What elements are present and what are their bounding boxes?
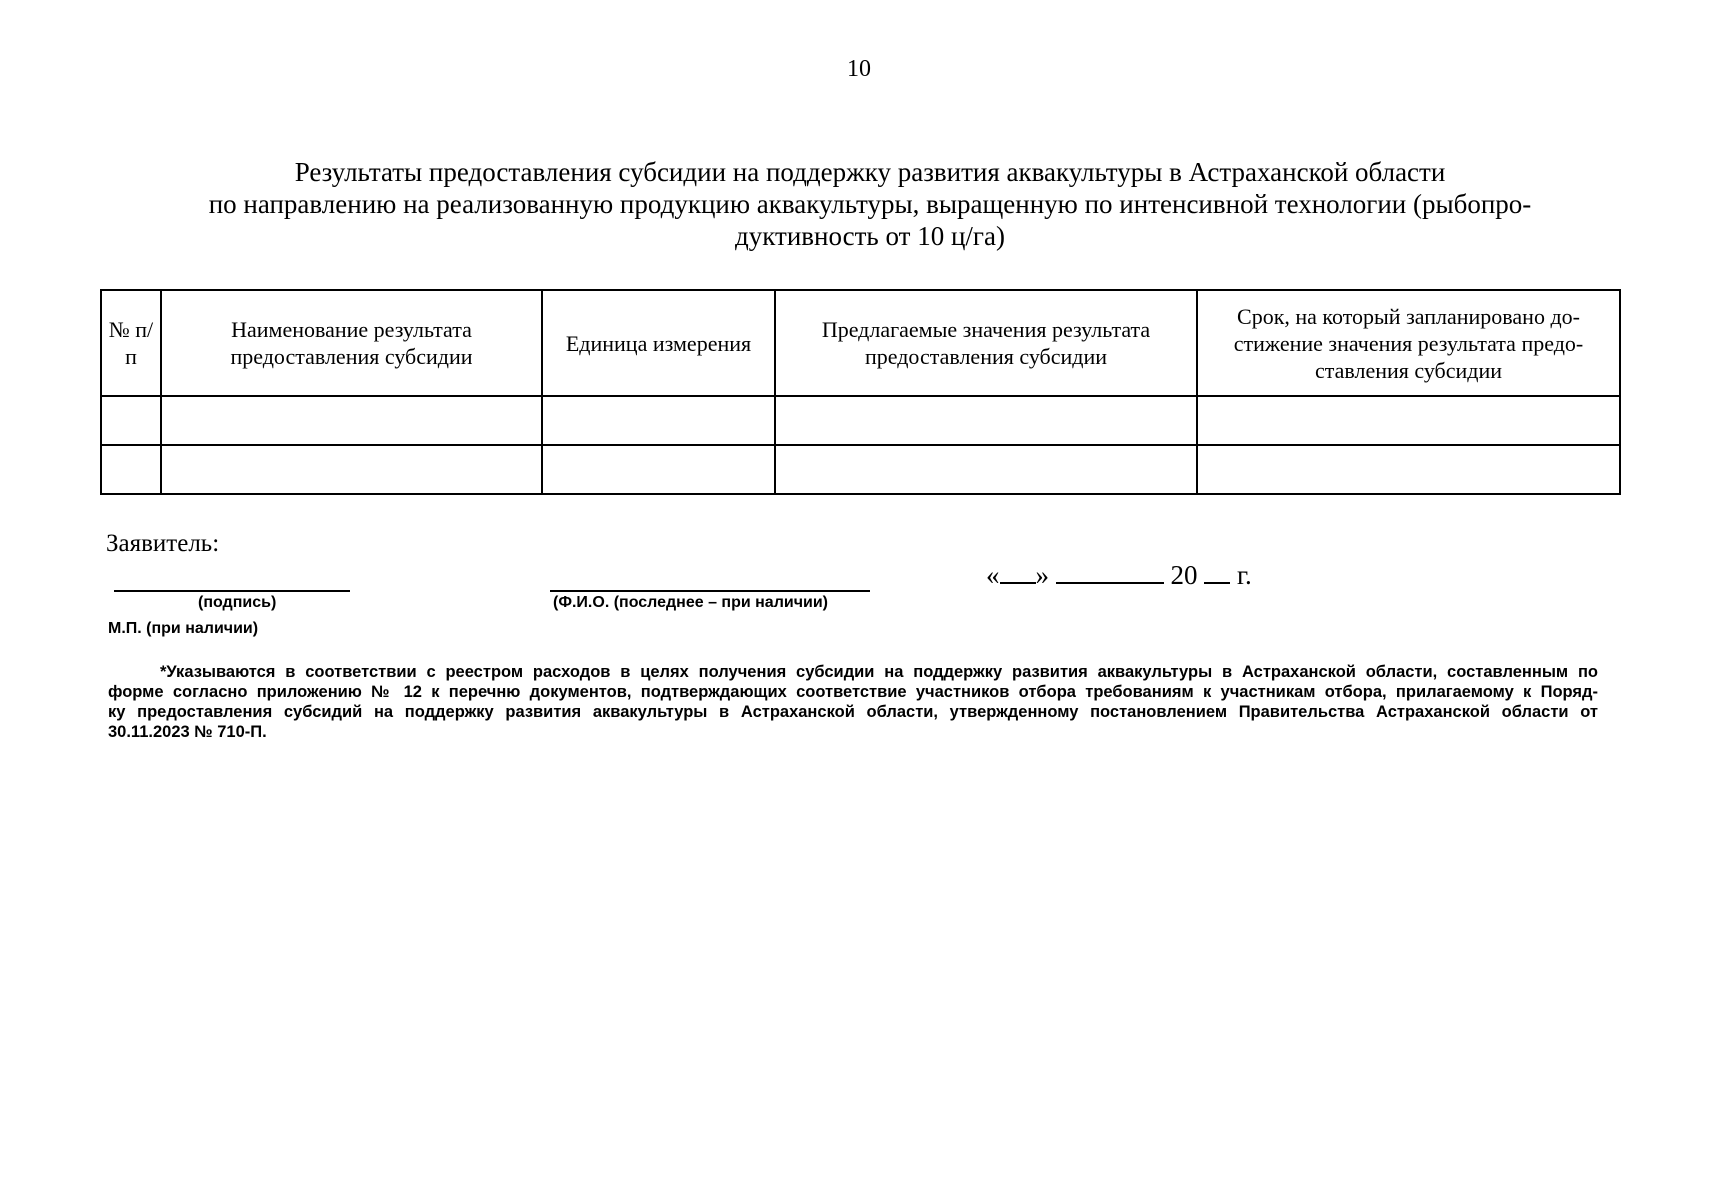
footnote-line-4: 30.11.2023 № 710-П. — [108, 723, 267, 741]
signature-caption: (подпись) — [198, 594, 277, 611]
title-line-1: Результаты предоставления субсидии на поддержку развития аквакультуры в Астраханской области — [294, 157, 1446, 187]
header-number: № п/п — [101, 290, 161, 396]
date-year-blank[interactable] — [1204, 560, 1230, 584]
footnote-line-3: ку предоставления субсидий на поддержку развития аквакультуры в Астраханской области, утвержденному постановлением Правительства Астраханской области от — [108, 703, 1598, 721]
date-open-quote: « — [986, 560, 1000, 590]
header-unit: Единица измерения — [542, 290, 775, 396]
stamp-caption: М.П. (при наличии) — [108, 620, 259, 637]
table-cell[interactable] — [1197, 396, 1620, 445]
table-row — [101, 396, 1620, 445]
title-line-3: дуктивность от 10 ц/га) — [735, 221, 1005, 251]
table-cell[interactable] — [101, 396, 161, 445]
date-field — [986, 560, 1252, 591]
date-year-suffix: г. — [1237, 560, 1252, 590]
header-result-name: Наименование результата предоставления субсидии — [161, 290, 542, 396]
full-name-line[interactable] — [550, 590, 870, 592]
footnote — [108, 662, 1598, 742]
date-close-quote: » — [1035, 560, 1049, 590]
document-title — [170, 156, 1570, 252]
table-cell[interactable] — [161, 445, 542, 494]
date-month-blank[interactable] — [1056, 560, 1164, 584]
date-year-prefix: 20 — [1170, 560, 1198, 590]
title-line-2: по направлению на реализованную продукцию аквакультуры, выращенную по интенсивной технологии (рыбопро- — [208, 189, 1532, 219]
results-table — [100, 289, 1621, 495]
table-cell[interactable] — [161, 396, 542, 445]
table-cell[interactable] — [101, 445, 161, 494]
table-cell[interactable] — [542, 445, 775, 494]
page-number: 10 — [847, 56, 871, 82]
table-cell[interactable] — [1197, 445, 1620, 494]
table-row — [101, 445, 1620, 494]
table-cell[interactable] — [775, 445, 1197, 494]
table-header-row — [101, 290, 1620, 396]
footnote-line-1: *Указываются в соответствии с реестром расходов в целях получения субсидии на поддержку развития аквакультуры в Астраханской области, составленным по — [160, 663, 1598, 681]
table-cell[interactable] — [542, 396, 775, 445]
footnote-line-2: форме согласно приложению № 12 к перечню документов, подтверждающих соответствие участников отбора требованиям к участникам отбора, прилагаемому к Поряд- — [108, 683, 1598, 701]
header-deadline: Срок, на который запланировано до-стижение значения результата предо-ставления субсидии — [1197, 290, 1620, 396]
table-cell[interactable] — [775, 396, 1197, 445]
signature-line[interactable] — [114, 590, 350, 592]
full-name-caption: (Ф.И.О. (последнее – при наличии) — [553, 594, 828, 611]
date-day-blank[interactable] — [1000, 560, 1036, 584]
header-proposed-values: Предлагаемые значения результата предоставления субсидии — [775, 290, 1197, 396]
applicant-label: Заявитель: — [106, 530, 220, 557]
